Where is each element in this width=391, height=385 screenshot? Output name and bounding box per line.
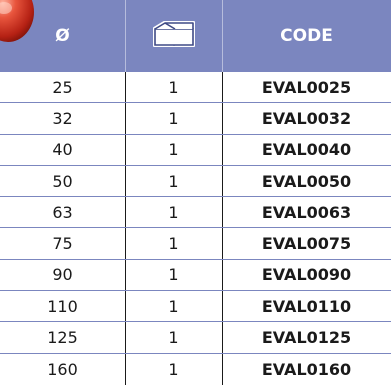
column-divider (222, 72, 223, 102)
diameter-cell: 40 (52, 140, 73, 160)
quantity-cell: 1 (168, 328, 179, 348)
code-cell: EVAL0025 (261, 77, 352, 97)
quantity-cell: 1 (168, 171, 179, 191)
diameter-cell: 25 (52, 77, 73, 97)
code-cell: EVAL0075 (261, 234, 352, 254)
table-row (0, 166, 391, 197)
table-header (0, 0, 391, 72)
diameter-cell: 50 (52, 171, 73, 191)
quantity-cell: 1 (168, 202, 179, 222)
code-label: CODE (280, 26, 333, 46)
column-divider (222, 260, 223, 290)
column-divider (125, 322, 126, 352)
column-divider (222, 197, 223, 227)
quantity-cell: 1 (168, 359, 179, 379)
column-divider (222, 135, 223, 165)
diameter-cell: 160 (47, 359, 78, 379)
diameter-cell: 75 (52, 234, 73, 254)
column-divider (125, 228, 126, 258)
column-divider (125, 354, 126, 385)
quantity-cell: 1 (168, 140, 179, 160)
table-row (0, 228, 391, 259)
quantity-cell: 1 (168, 234, 179, 254)
code-cell: EVAL0110 (261, 296, 352, 316)
column-divider (222, 228, 223, 258)
quantity-cell: 1 (168, 265, 179, 285)
code-cell: EVAL0063 (261, 202, 352, 222)
table-row (0, 103, 391, 134)
diameter-cell: 125 (47, 328, 78, 348)
quantity-cell: 1 (168, 108, 179, 128)
column-divider (222, 103, 223, 133)
quantity-cell: 1 (168, 77, 179, 97)
column-divider (125, 135, 126, 165)
column-divider (125, 103, 126, 133)
column-divider (125, 72, 126, 102)
column-divider (125, 260, 126, 290)
code-cell: EVAL0050 (261, 171, 352, 191)
diameter-cell: 63 (52, 202, 73, 222)
column-divider (125, 166, 126, 196)
diameter-cell: 110 (47, 296, 78, 316)
column-divider (222, 354, 223, 385)
diameter-cell: 90 (52, 265, 73, 285)
product-corner-image (0, 0, 36, 44)
table-body (0, 72, 391, 385)
header-package (125, 0, 222, 72)
header-code (222, 0, 391, 72)
diameter-symbol: Ø (55, 26, 70, 46)
code-cell: EVAL0040 (261, 140, 352, 160)
code-cell: EVAL0125 (261, 328, 352, 348)
header-divider (125, 0, 126, 72)
column-divider (222, 166, 223, 196)
code-cell: EVAL0160 (261, 359, 352, 379)
diameter-cell: 32 (52, 108, 73, 128)
quantity-cell: 1 (168, 296, 179, 316)
table-row (0, 354, 391, 385)
header-divider (222, 0, 223, 72)
box-icon (150, 19, 198, 54)
column-divider (125, 197, 126, 227)
table-row (0, 197, 391, 228)
table-row (0, 322, 391, 353)
code-cell: EVAL0032 (261, 108, 352, 128)
table-row (0, 291, 391, 322)
table-row (0, 72, 391, 103)
column-divider (125, 291, 126, 321)
column-divider (222, 322, 223, 352)
table-row (0, 260, 391, 291)
column-divider (222, 291, 223, 321)
table-row (0, 135, 391, 166)
code-cell: EVAL0090 (261, 265, 352, 285)
